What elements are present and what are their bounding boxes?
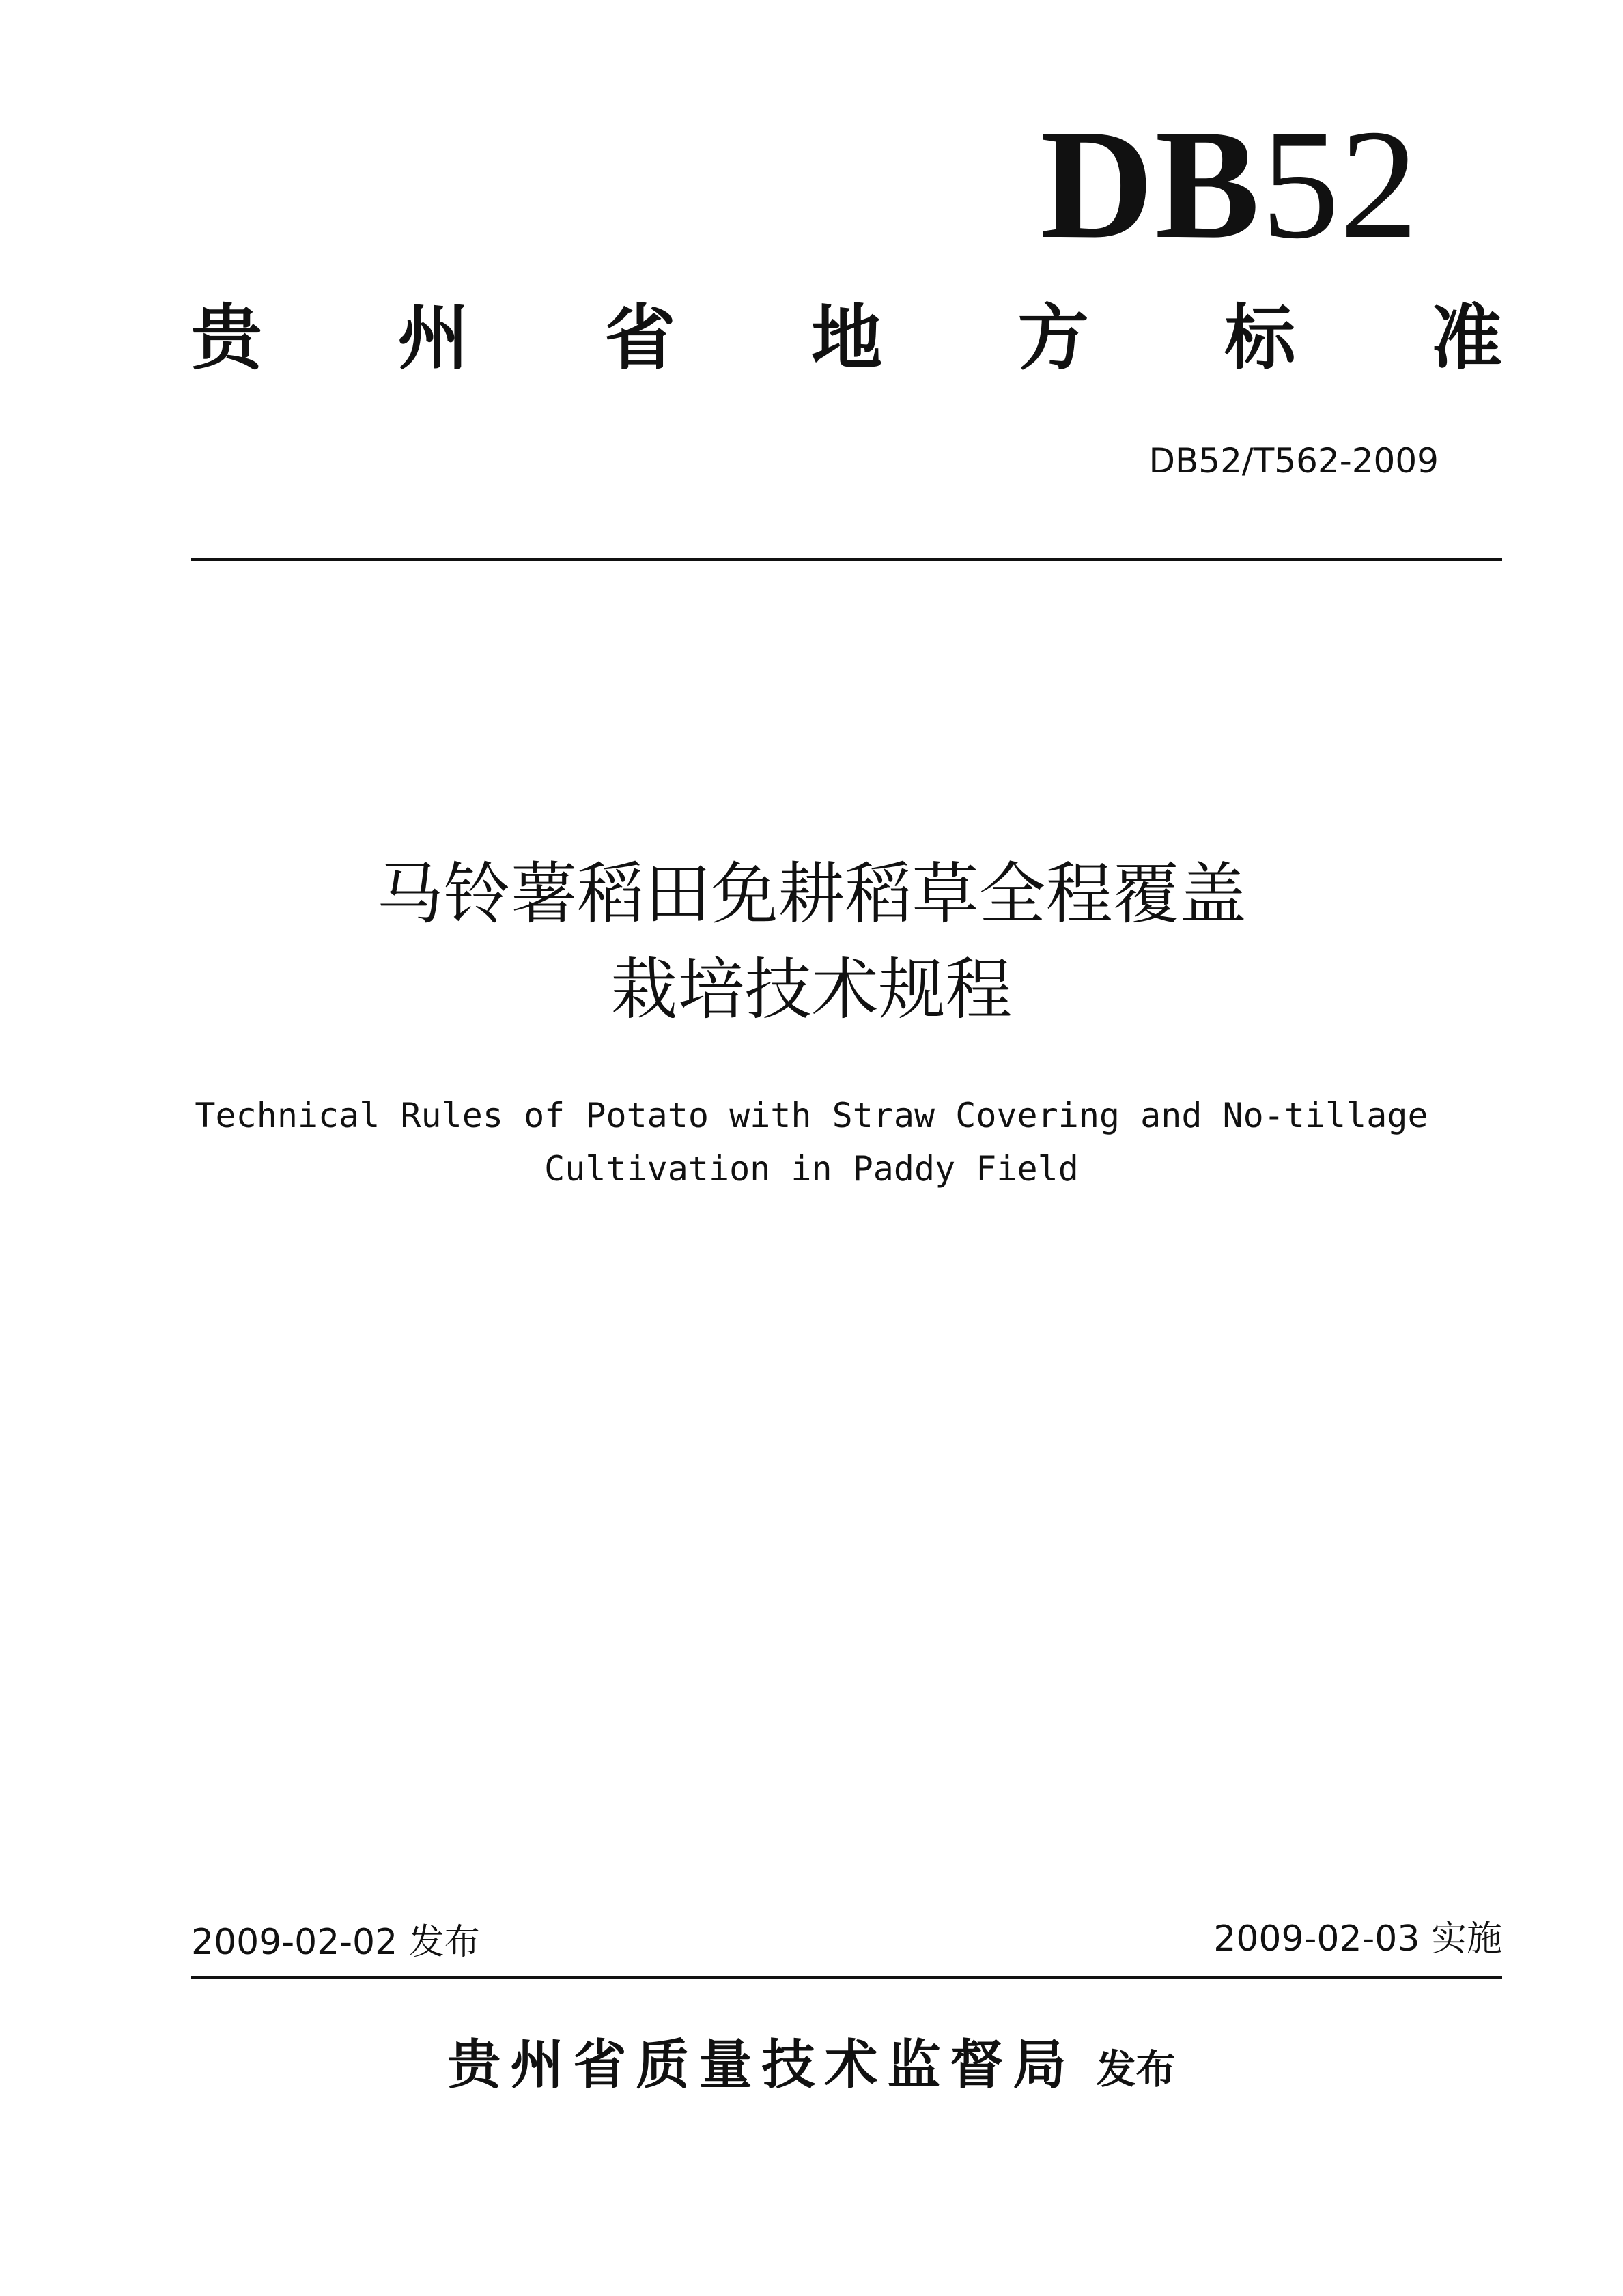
logo-number: 52 [1261,97,1418,271]
standard-type-char: 州 [397,296,469,380]
title-chinese-line-1: 马铃薯稻田免耕稻草全程覆盖 [376,855,1247,933]
standard-type-char: 贵 [191,296,263,380]
issue-date: 2009-02-02 发布 [191,1922,480,1963]
title-english-line-2: Cultivation in Paddy Field [544,1149,1079,1189]
issuer-action: 发布 [1096,2046,1176,2093]
title-chinese-line-2: 栽培技术规程 [610,951,1013,1029]
standard-logo [981,97,1418,271]
standard-type-char: 准 [1430,296,1502,380]
top-divider [191,558,1502,561]
title-english-line-1: Technical Rules of Potato with Straw Covering and No-tillage [195,1096,1428,1135]
logo-letters: DB [1040,97,1261,271]
standard-number: DB52/T562-2009 [1148,441,1439,481]
issuer-line [0,2024,1623,2106]
standard-type-char: 省 [604,296,676,380]
bottom-divider [191,1976,1502,1979]
standard-type-char: 地 [810,296,882,380]
standard-type-heading [191,294,1502,382]
standard-type-char: 标 [1224,296,1296,380]
standard-type-char: 方 [1017,296,1089,380]
issuing-organization: 贵州省质量技术监督局 [447,2034,1076,2096]
implementation-date: 2009-02-03 实施 [1213,1918,1502,1959]
